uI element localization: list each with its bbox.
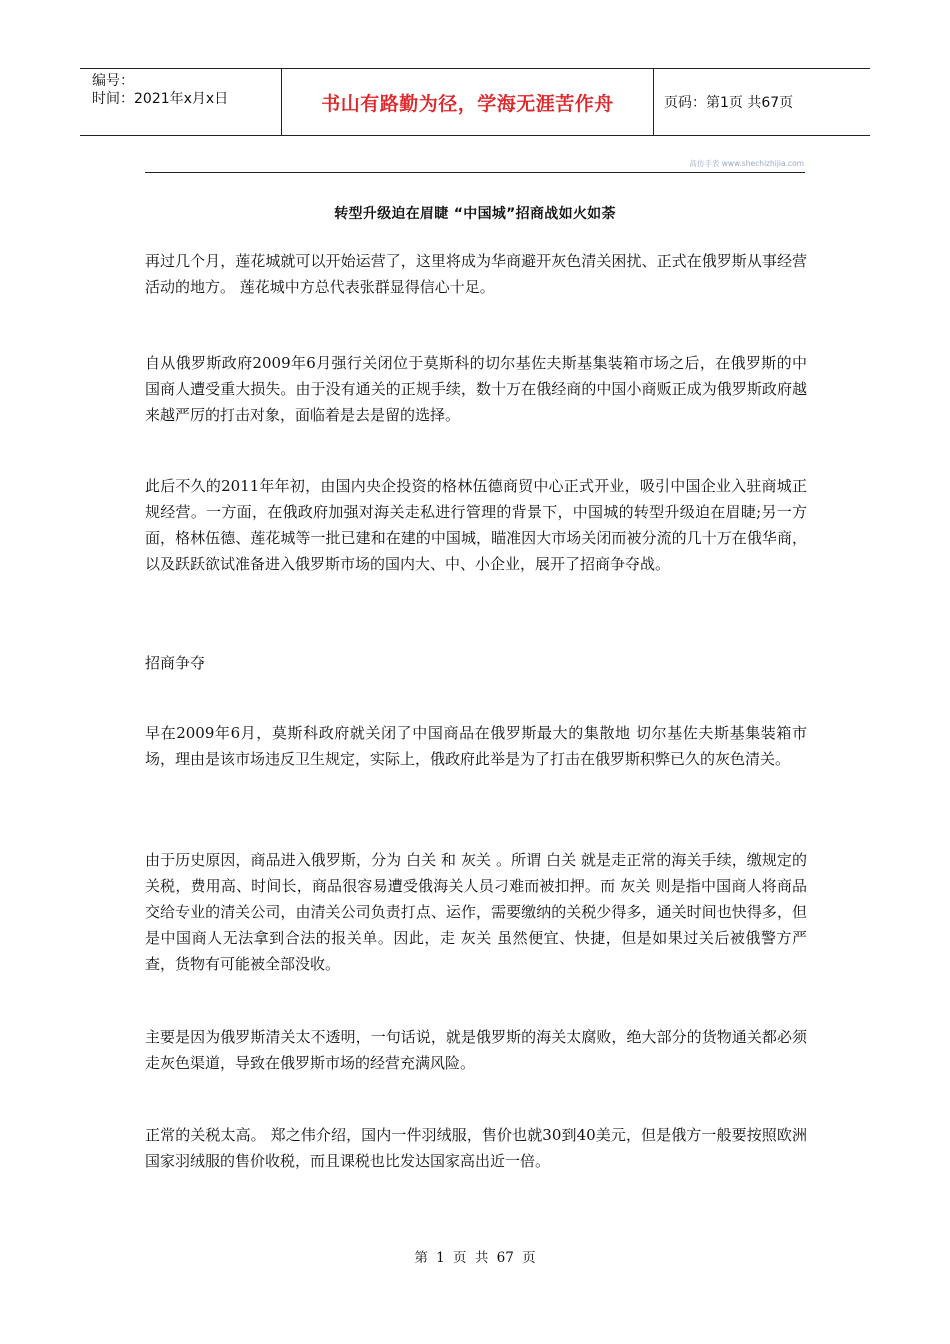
paragraph-7: 正常的关税太高。 郑之伟介绍，国内一件羽绒服，售价也就30到40美元，但是俄方一般要按照欧洲国家羽绒服的售价收税，而且课税也比发达国家高出近一倍。 [145,1126,807,1170]
page-footer: 第 1 页 共 67 页 [414,1250,536,1266]
paragraph-2: 自从俄罗斯政府2009年6月强行关闭位于莫斯科的切尔基佐夫斯基集装箱市场之后，在俄罗斯的中国商人遭受重大损失。由于没有通关的正规手续，数十万在俄经商的中国小商贩正成为俄罗斯政府越来越严厉的打击对象，面临着是去是留的选择。 [145,354,807,424]
header-divider [145,172,805,173]
header-page-info: 页码：第1页 共67页 [664,95,794,111]
time-label: 时间：2021年x月x日 [92,91,229,107]
document-title: 转型升级迫在眉睫 “中国城”招商战如火如荼 [334,206,616,222]
number-label: 编号： [92,73,134,89]
paragraph-4: 早在2009年6月，莫斯科政府就关闭了中国商品在俄罗斯最大的集散地 切尔基佐夫斯基集装箱市场，理由是该市场违反卫生规定，实际上，俄政府此举是为了打击在俄罗斯积弊已久的灰色清关。 [145,724,807,768]
section-heading: 招商争夺 [145,654,206,672]
header-meta-cell [80,69,282,135]
paragraph-6: 主要是因为俄罗斯清关太不透明，一句话说，就是俄罗斯的海关太腐败，绝大部分的货物通关都必须走灰色渠道，导致在俄罗斯市场的经营充满风险。 [145,1028,807,1072]
header-table [80,68,870,136]
paragraph-3: 此后不久的2011年年初，由国内央企投资的格林伍德商贸中心正式开业，吸引中国企业入驻商城正规经营。一方面，在俄政府加强对海关走私进行管理的背景下，中国城的转型升级迫在眉睫;另一方面，格林伍德、莲花城等一批已建和在建的中国城，瞄准因大市场关闭而被分流的几十万在俄华商，以及跃跃欲试准备进入俄罗斯市场的国内大、中、小企业，展开了招商争夺战。 [145,477,807,573]
header-motto: 书山有路勤为径，学海无涯苦作舟 [282,69,654,135]
watermark-link[interactable]: 高仿手表 www.shechizhijia.com [689,159,804,168]
paragraph-5: 由于历史原因，商品进入俄罗斯，分为 白关 和 灰关 。所谓 白关 就是走正常的海关手续，缴规定的关税，费用高、时间长，商品很容易遭受俄海关人员刁难而被扣押。而 灰关 则是指中国商人将商品交给专业的清关公司，由清关公司负责打点、运作，需要缴纳的关税少得多，通关时间也快得多，但是中国商人无法拿到合法的报关单。因此，走 灰关 虽然便宜、快捷，但是如果过关后被俄警方严查，货物有可能被全部没收。 [145,851,807,973]
paragraph-1: 再过几个月，莲花城就可以开始运营了，这里将成为华商避开灰色清关困扰、正式在俄罗斯从事经营活动的地方。 莲花城中方总代表张群显得信心十足。 [145,252,807,296]
